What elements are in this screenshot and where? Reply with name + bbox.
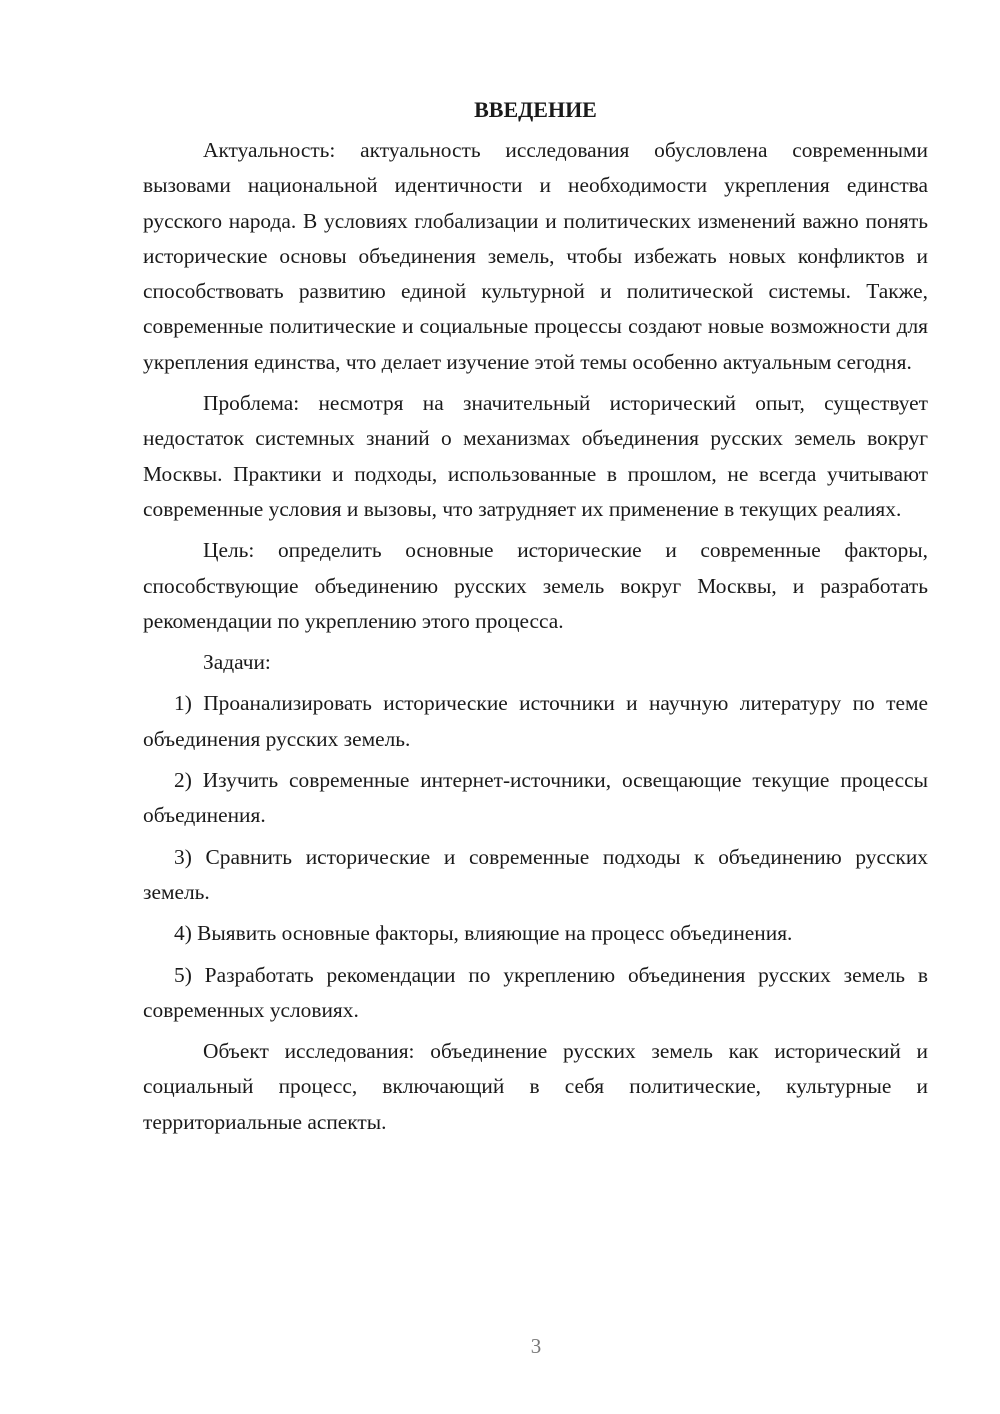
object-paragraph: Объект исследования: объединение русских земель как исторический и социальный процесс, включающий в себя политические, культурные и территориальные аспекты.: [143, 1039, 928, 1134]
problem-paragraph: Проблема: несмотря на значительный исторический опыт, существует недостаток системных знаний о механизмах объединения русских земель вокруг Москвы. Практики и подходы, использованные в прошлом, не всегда учитывают современные условия и вызовы, что затрудняет их применение в текущих реалиях.: [143, 391, 928, 521]
relevance-paragraph: Актуальность: актуальность исследования обусловлена современными вызовами национальной идентичности и необходимости укрепления единства русского народа. В условиях глобализации и политических изменений важно понять исторические основы объединения земель, чтобы избежать новых конфликтов и способствовать развитию единой культурной и политической системы. Также, современные политические и социальные процессы создают новые возможности для укрепления единства, что делает изучение этой темы особенно актуальным сегодня.: [143, 138, 928, 374]
goal-paragraph: Цель: определить основные исторические и современные факторы, способствующие объединению русских земель вокруг Москвы, и разработать рекомендации по укреплению этого процесса.: [143, 538, 928, 633]
task-item: 2) Изучить современные интернет-источники, освещающие текущие процессы объединения.: [143, 768, 928, 828]
document-page: [143, 95, 928, 1146]
task-item: 4) Выявить основные факторы, влияющие на процесс объединения.: [174, 921, 793, 946]
task-item: 3) Сравнить исторические и современные подходы к объединению русских земель.: [143, 844, 928, 904]
page-title: ВВЕДЕНИЕ: [474, 97, 597, 122]
tasks-heading: Задачи:: [203, 650, 271, 675]
page-number: 3: [530, 1334, 542, 1358]
task-item: 1) Проанализировать исторические источники и научную литературу по теме объединения русских земель.: [143, 691, 928, 751]
task-item: 5) Разработать рекомендации по укреплению объединения русских земель в современных условиях.: [143, 962, 928, 1022]
